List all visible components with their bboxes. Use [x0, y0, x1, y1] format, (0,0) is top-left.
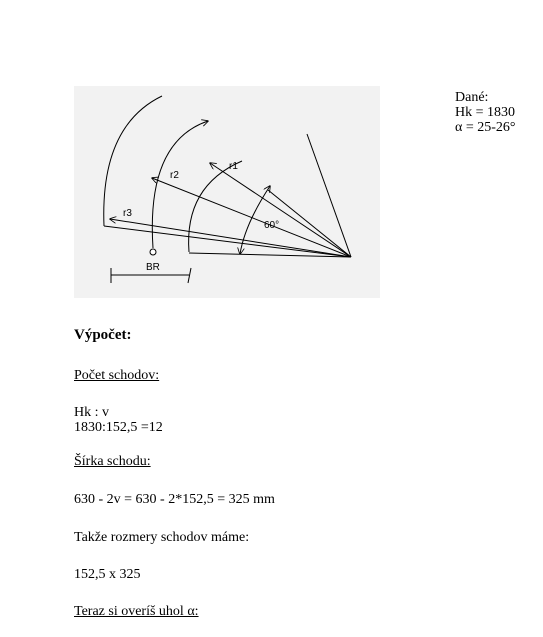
steps-count-title: Počet schodov:	[74, 368, 160, 383]
given-alpha: α = 25-26°	[455, 120, 516, 135]
stair-geometry-diagram	[74, 86, 380, 298]
width-formula: 630 - 2v = 630 - 2*152,5 = 325 mm	[74, 492, 275, 507]
label-angle: 60°	[264, 220, 280, 231]
label-br: BR	[146, 262, 160, 273]
dims-sentence: Takže rozmery schodov máme:	[74, 530, 250, 545]
walkline-point	[150, 249, 156, 255]
given-title: Dané:	[455, 90, 489, 105]
ratio-label: Hk : v	[74, 405, 109, 420]
label-r2: r2	[170, 170, 179, 181]
dims-value: 152,5 x 325	[74, 567, 141, 582]
label-r3: r3	[123, 208, 132, 219]
label-r1: r1	[229, 161, 238, 172]
diagram-background	[74, 86, 380, 298]
verify-angle-title: Teraz si overíš uhol α:	[74, 604, 199, 619]
given-values	[455, 90, 516, 135]
given-hk: Hk = 1830	[455, 105, 516, 120]
calc-heading: Výpočet:	[74, 327, 132, 343]
ratio-value: 1830:152,5 =12	[74, 420, 163, 435]
step-width-title: Šírka schodu:	[74, 454, 151, 469]
